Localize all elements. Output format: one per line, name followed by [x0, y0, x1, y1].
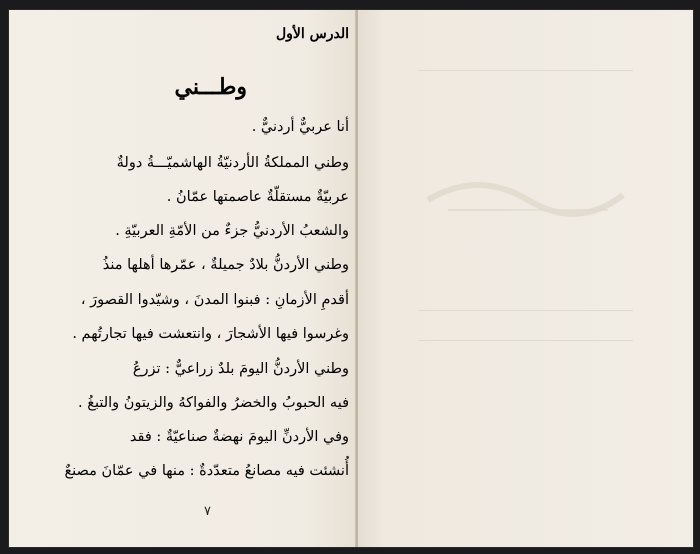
text-line: وطني الأردنُّ بلادٌ جميلةٌ ، عمّرها أهلها منذُ [102, 257, 349, 273]
text-line: وغرسوا فيها الأشجارَ ، وانتعشت فيها تجارتُهم . [72, 326, 349, 342]
text-line: وفي الأردنِّ اليومَ نهضةٌ صناعيّةٌ : فقد [129, 429, 349, 445]
text-line: وطني الأردنُّ اليومَ بلدٌ زراعيٌّ : تزرعُ [132, 361, 349, 377]
text-line: وطني المملكةُ الأردنيّةُ الهاشميّـــةُ دولةٌ [116, 155, 349, 171]
book-spread [8, 9, 694, 548]
show-through-title [418, 160, 633, 220]
lesson-heading: وطـــني [174, 74, 247, 100]
show-through-mark [418, 310, 633, 311]
text-line: أُنشئت فيه مصانعُ متعدّدةٌ : منها في عمّانَ مصنعٌ [64, 463, 349, 479]
right-page-show-through [358, 10, 693, 547]
text-line: أقدمِ الأزمانِ : فبنوا المدنَ ، وشيّدوا القصورَ ، [80, 292, 349, 308]
left-page [9, 10, 357, 547]
text-line: والشعبُ الأردنيُّ جزءٌ من الأمّةِ العربيّةِ . [115, 223, 349, 239]
show-through-mark [418, 70, 633, 71]
text-line: فيه الحبوبُ والخضرُ والفواكهُ والزيتونُ والتبغُ . [78, 395, 349, 411]
text-line: عربيّةٌ مستقلّةٌ عاصمتها عمّانُ . [166, 189, 349, 205]
lesson-title: الدرس الأول [275, 26, 349, 42]
text-line: أنا عربيٌّ أردنيٌّ . [251, 119, 349, 135]
page-number: ٧ [204, 504, 211, 519]
show-through-mark [418, 340, 633, 341]
